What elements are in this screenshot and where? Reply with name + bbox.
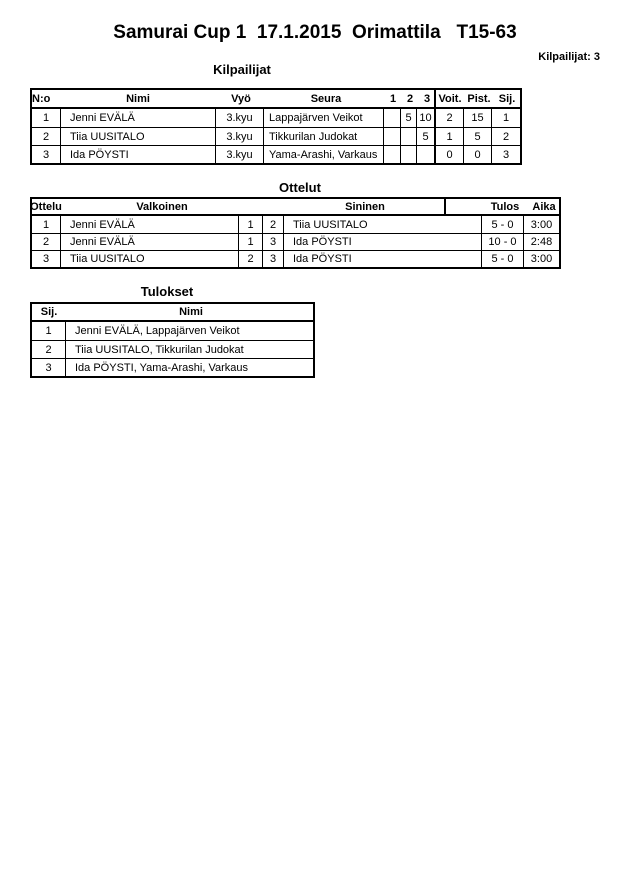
cell-match1	[383, 146, 400, 163]
cell-time: 3:00	[523, 216, 559, 233]
results-table	[30, 302, 315, 378]
result-row	[32, 322, 313, 340]
cell-match-no: 3	[42, 253, 50, 265]
cell-voit: 0	[434, 146, 463, 163]
cell-nimi: Tiia UUSITALO	[60, 128, 215, 145]
cell-sij: 1	[491, 109, 520, 127]
competitors-count-label: Kilpailijat: 3	[538, 51, 600, 63]
cell-time: 2:48	[523, 234, 559, 250]
column-header-ottelu: Ottelu	[30, 200, 62, 213]
column-header-match3: 3	[423, 92, 431, 105]
cell-score: 10 - 0	[481, 234, 523, 250]
competitors-table-header	[32, 90, 520, 109]
header-group-divider	[434, 90, 436, 107]
result-row	[32, 358, 313, 376]
cell-white-name: Tiia UUSITALO	[60, 251, 238, 267]
results-table-header	[32, 304, 313, 322]
cell-pist: 5	[463, 128, 491, 145]
cell-placement: 2	[45, 343, 52, 356]
column-header-tulos: Tulos	[490, 200, 520, 213]
cell-seura: Tikkurilan Judokat	[263, 128, 383, 145]
cell-no: 3	[42, 148, 50, 161]
cell-score: 5 - 0	[481, 251, 523, 267]
match-row	[32, 250, 559, 267]
cell-pist: 15	[463, 109, 491, 127]
cell-blue-name: Ida PÖYSTI	[283, 251, 481, 267]
column-header-aika: Aika	[532, 200, 556, 213]
section-title-ottelut: Ottelut	[279, 180, 321, 195]
cell-match-no: 1	[42, 218, 50, 231]
column-header-match1: 1	[389, 92, 397, 105]
cell-placement: 1	[45, 325, 52, 337]
cell-vyo: 3.kyu	[215, 146, 263, 163]
cell-score: 5 - 0	[481, 216, 523, 233]
cell-sij: 3	[491, 146, 520, 163]
cell-white-no: 2	[238, 251, 262, 267]
cell-sij: 2	[491, 128, 520, 145]
cell-white-name: Jenni EVÄLÄ	[60, 234, 238, 250]
cell-nimi: Ida PÖYSTI	[60, 146, 215, 163]
competitor-row	[32, 109, 520, 127]
header-group-divider	[444, 199, 446, 214]
cell-competitor: Jenni EVÄLÄ, Lappajärven Veikot	[65, 322, 313, 340]
column-header-no: N:o	[32, 92, 51, 105]
cell-match1	[383, 128, 400, 145]
cell-voit: 1	[434, 128, 463, 145]
match-row	[32, 216, 559, 233]
cell-match2	[400, 128, 416, 145]
cell-seura: Yama-Arashi, Varkaus	[263, 146, 383, 163]
cell-match1	[383, 109, 400, 127]
cell-blue-name: Ida PÖYSTI	[283, 234, 481, 250]
column-header-vyo: Vyö	[231, 92, 251, 105]
cell-white-no: 1	[238, 234, 262, 250]
column-header-nimi: Nimi	[126, 92, 150, 105]
cell-match3	[416, 146, 434, 163]
cell-pist: 0	[463, 146, 491, 163]
matches-table	[30, 197, 561, 269]
cell-competitor: Tiia UUSITALO, Tikkurilan Judokat	[65, 341, 313, 358]
section-title-tulokset: Tulokset	[140, 284, 194, 299]
matches-table-header	[32, 199, 559, 216]
cell-vyo: 3.kyu	[215, 128, 263, 145]
cell-vyo: 3.kyu	[215, 109, 263, 127]
document-title: Samurai Cup 1 17.1.2015 Orimattila T15-63	[113, 22, 517, 43]
column-header-sij: Sij.	[40, 306, 58, 318]
competitor-row	[32, 145, 520, 163]
column-header-nimi: Nimi	[179, 306, 203, 318]
competitor-row	[32, 127, 520, 145]
cell-competitor: Ida PÖYSTI, Yama-Arashi, Varkaus	[65, 359, 313, 376]
cell-placement: 3	[45, 361, 52, 374]
cell-match2	[400, 146, 416, 163]
cell-match3: 5	[416, 128, 434, 145]
cell-blue-name: Tiia UUSITALO	[283, 216, 481, 233]
cell-match3: 10	[416, 109, 434, 127]
column-header-seura: Seura	[310, 92, 342, 105]
cell-blue-no: 2	[262, 216, 283, 233]
result-row	[32, 340, 313, 358]
cell-no: 1	[42, 112, 50, 124]
column-header-valkoinen: Valkoinen	[136, 200, 188, 213]
match-row	[32, 233, 559, 250]
cell-no: 2	[42, 130, 50, 143]
column-header-sij: Sij.	[498, 92, 516, 105]
cell-match2: 5	[400, 109, 416, 127]
cell-voit: 2	[434, 109, 463, 127]
cell-white-no: 1	[238, 216, 262, 233]
column-header-match2: 2	[406, 92, 414, 105]
cell-white-name: Jenni EVÄLÄ	[60, 216, 238, 233]
cell-match-no: 2	[42, 236, 50, 248]
cell-time: 3:00	[523, 251, 559, 267]
column-header-voit: Voit.	[438, 92, 462, 105]
cell-blue-no: 3	[262, 234, 283, 250]
cell-seura: Lappajärven Veikot	[263, 109, 383, 127]
competitors-table	[30, 88, 522, 165]
column-header-sininen: Sininen	[345, 200, 385, 213]
column-header-pist: Pist.	[467, 92, 491, 105]
cell-blue-no: 3	[262, 251, 283, 267]
section-title-kilpailijat: Kilpailijat	[213, 62, 271, 77]
cell-nimi: Jenni EVÄLÄ	[60, 109, 215, 127]
